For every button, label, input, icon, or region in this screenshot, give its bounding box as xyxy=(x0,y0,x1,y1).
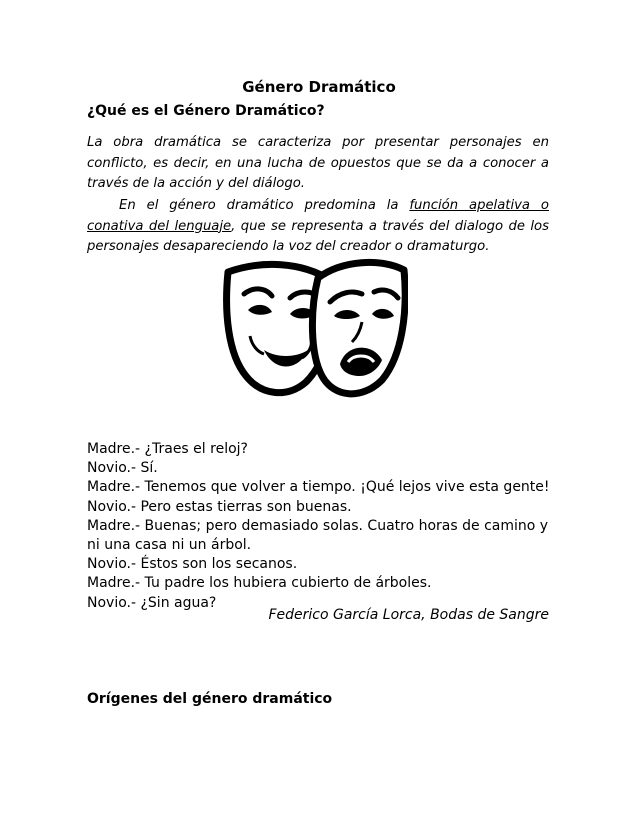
dialogue-line: Novio.- ¿Sin agua? xyxy=(87,594,217,611)
dialogue-line: Novio.- Pero estas tierras son buenas. xyxy=(87,498,352,515)
paragraph-function xyxy=(87,196,549,258)
dialogue-line: Madre.- Tu padre los hubiera cubierto de árboles. xyxy=(87,575,432,592)
paragraph-function-before: En el género dramático predomina la xyxy=(119,198,410,213)
paragraph-definition: La obra dramática se caracteriza por presentar personajes en conflicto, es decir, en una lucha de opuestos que se da a conocer a través de la acción y del diálogo. xyxy=(87,135,549,191)
section-heading: Orígenes del género dramático xyxy=(87,691,333,707)
dialogue-line: Madre.- Buenas; pero demasiado solas. Cuatro horas de camino y ni una casa ni un árbol. xyxy=(87,517,549,554)
theater-masks-icon xyxy=(222,258,408,400)
question-heading: ¿Qué es el Género Dramático? xyxy=(87,103,325,119)
dialogue-line: Novio.- Sí. xyxy=(87,460,158,477)
paragraph-function-after: , que se representa a través del dialogo de los personajes desapareciendo la voz del creador o dramaturgo. xyxy=(87,218,549,254)
dialogue-line: Novio.- Éstos son los secanos. xyxy=(87,556,298,573)
citation: Federico García Lorca, Bodas de Sangre xyxy=(268,607,549,623)
underlined-term: función apelativa o conativa del lenguaje xyxy=(87,198,549,234)
tragedy-mask-icon xyxy=(312,262,405,393)
dialogue-excerpt xyxy=(87,440,557,613)
page-title: Género Dramático xyxy=(242,78,396,96)
dialogue-line: Madre.- Tenemos que volver a tiempo. ¡Qué lejos vive esta gente! xyxy=(87,479,550,496)
dialogue-line: Madre.- ¿Traes el reloj? xyxy=(87,441,248,457)
